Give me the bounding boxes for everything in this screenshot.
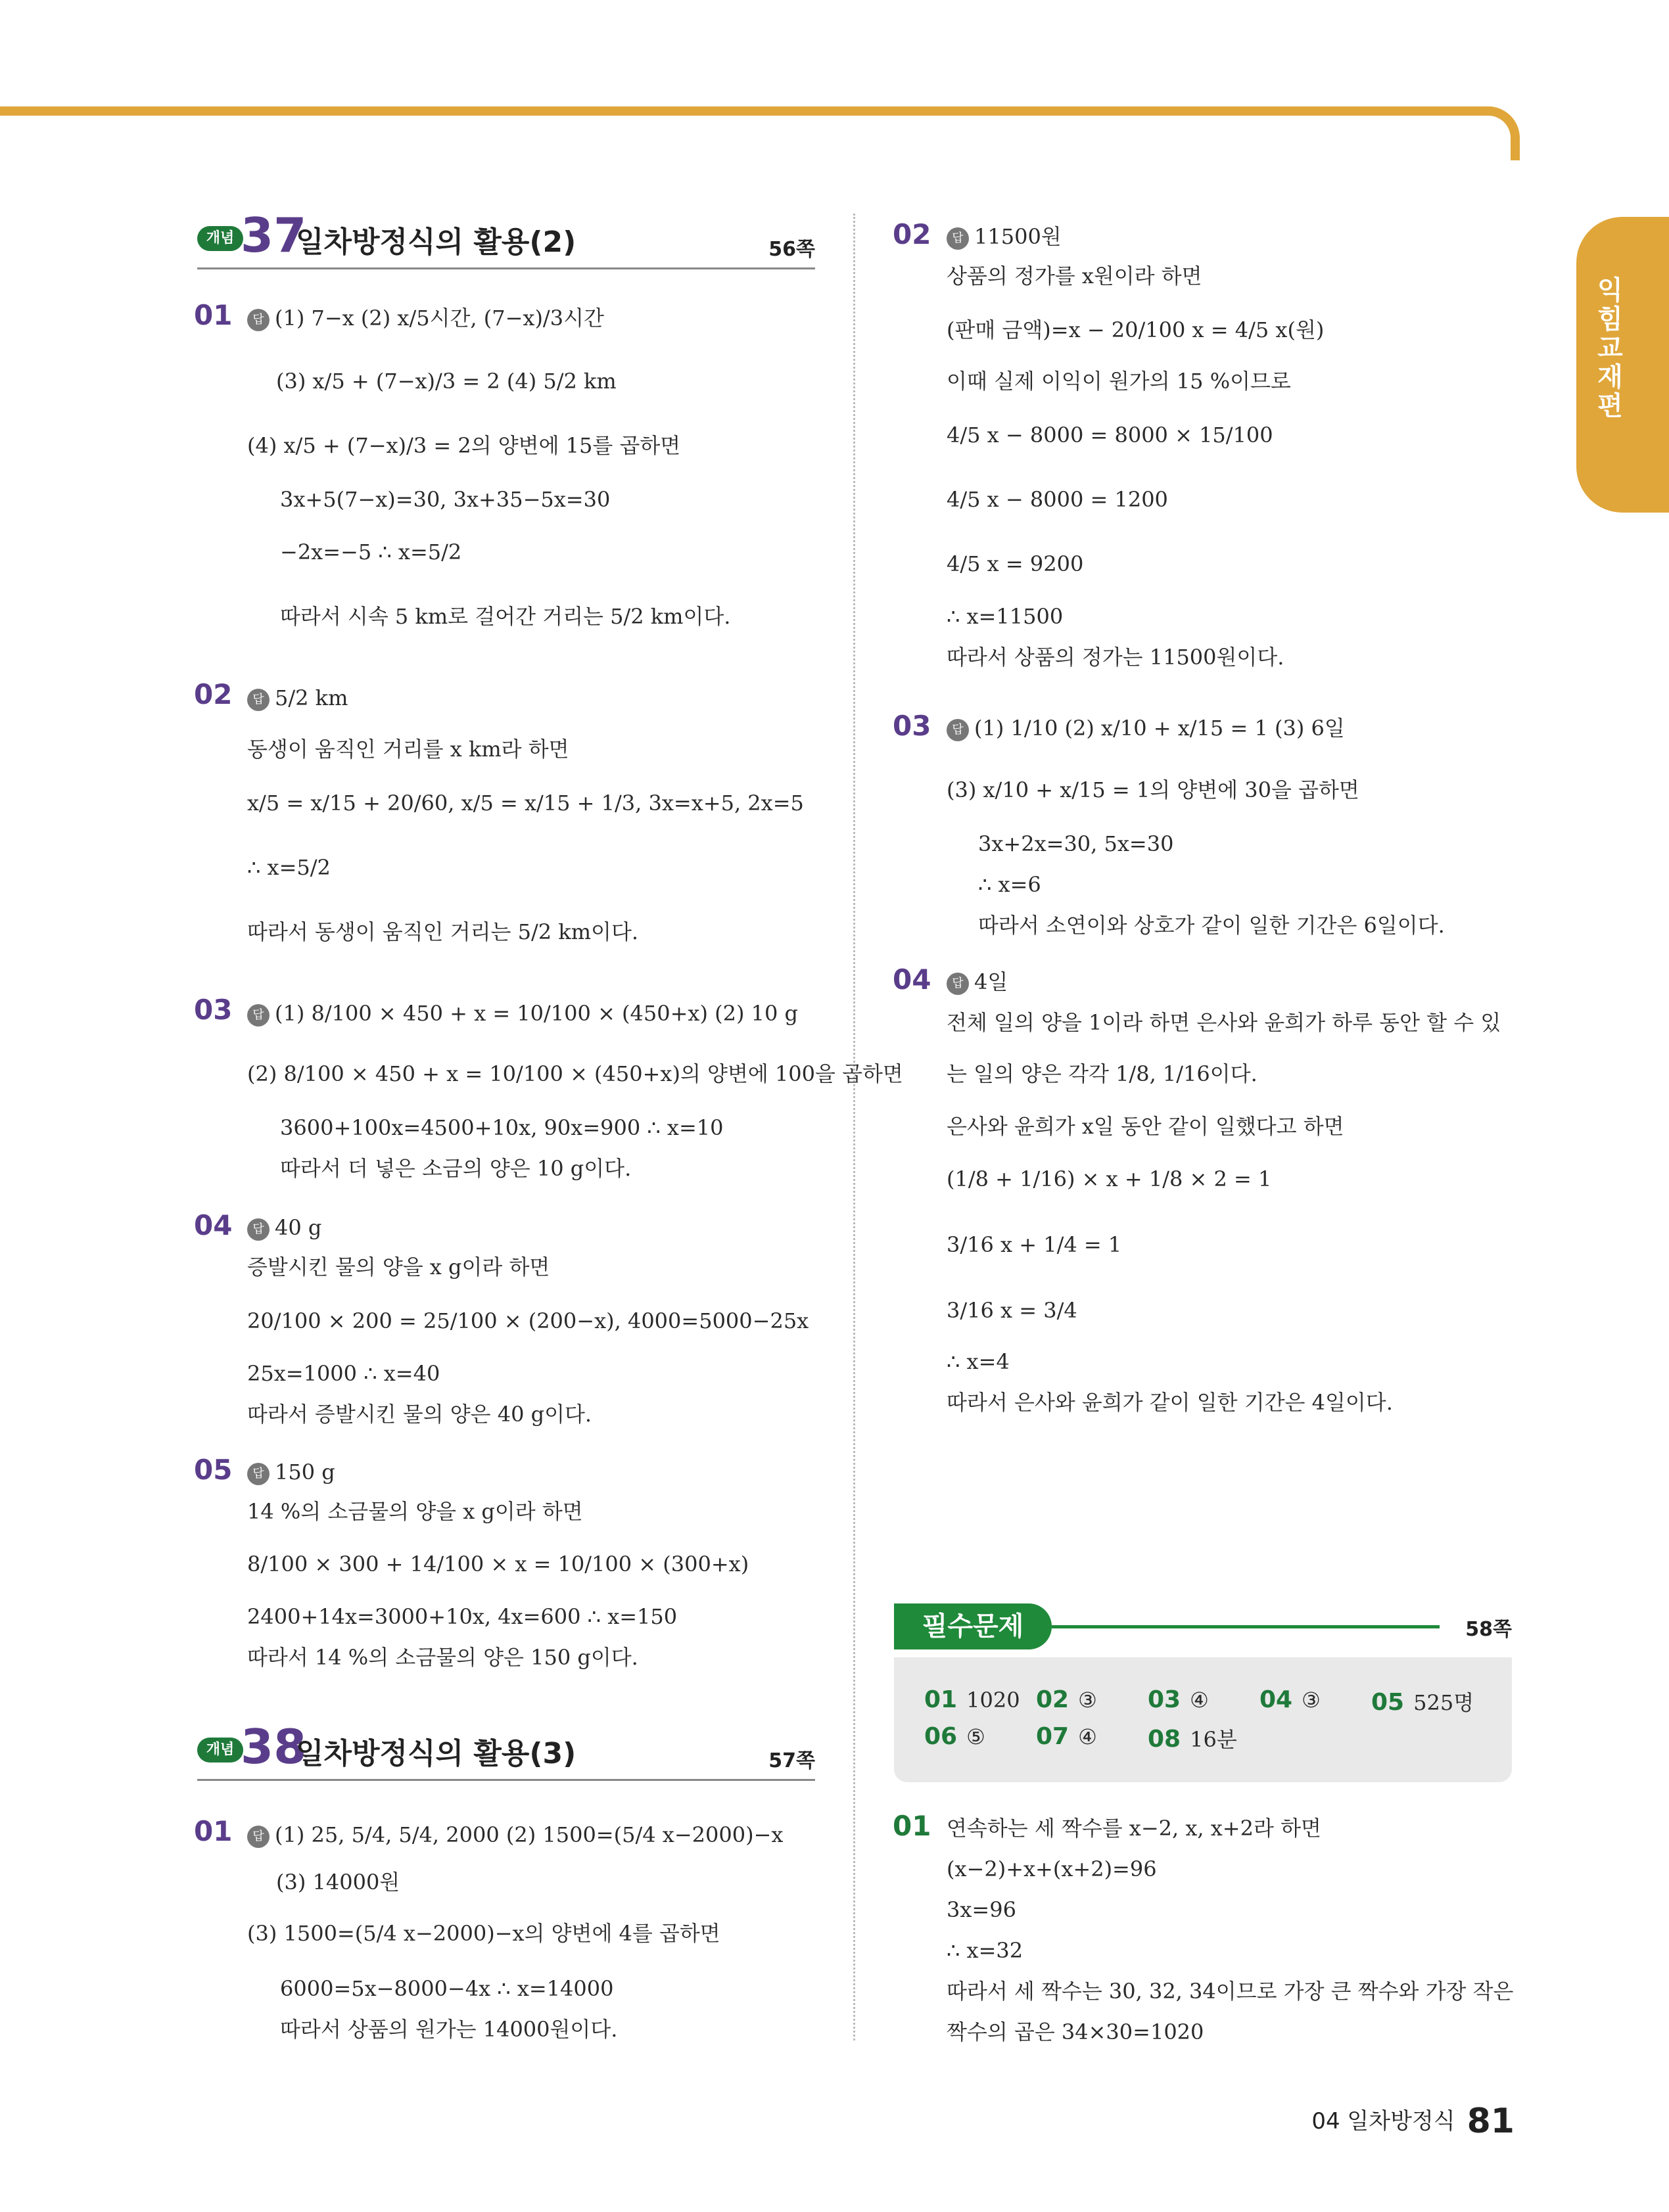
answer-mark: 답 [247,1218,270,1241]
answer-mark: 답 [247,1826,270,1848]
pilsu-answer: 03 ④ [1148,1686,1209,1713]
solution-line: 따라서 14 %의 소금물의 양은 150 g이다. [247,1645,638,1670]
answer-mark: 답 [947,227,969,250]
problem-number: 02 [194,678,233,710]
problem-number: 04 [194,1209,233,1241]
solution-line: (3) x/10 + x/15 = 1의 양변에 30을 곱하면 [947,777,1359,802]
solution-line: (4) x/5 + (7−x)/3 = 2의 양변에 15를 곱하면 [247,433,681,458]
solution-line: 따라서 상품의 정가는 11500원이다. [947,645,1284,670]
solution-line: 따라서 은사와 윤희가 같이 일한 기간은 4일이다. [947,1390,1393,1415]
section-title: 일차방정식의 활용(3) [296,1737,576,1770]
problem-number: 01 [194,1815,233,1847]
pilsu-answer: 05 525명 [1371,1689,1474,1716]
answer-mark: 답 [247,689,270,711]
answer-line: 답 150 g [247,1458,335,1486]
answer-line: 답 (1) 1/10 (2) x/10 + x/15 = 1 (3) 6일 [947,714,1345,743]
solution-line: 6000=5x−8000−4x ∴ x=14000 [280,1976,614,2001]
problem-number: 03 [893,710,931,742]
side-tab-label: 익힘교재편 [1593,276,1623,421]
pilsu-answer: 08 16분 [1148,1726,1237,1753]
answer-line: 답 11500원 [947,222,1062,251]
answer-mark: 답 [947,719,969,741]
solution-line: 2400+14x=3000+10x, 4x=600 ∴ x=150 [247,1604,678,1629]
answer-line: 답 40 g [247,1213,321,1242]
footer-chapter: 04 일차방정식 [1311,2108,1455,2134]
section-page-ref: 57쪽 [768,1749,815,1772]
problem-number: 03 [194,994,233,1026]
section-header-37 [197,210,815,269]
solution-line: 3x+5(7−x)=30, 3x+35−5x=30 [280,487,611,512]
problem-number: 05 [194,1454,233,1486]
pilsu-answer: 01 1020 [924,1686,1020,1713]
solution-line: 따라서 동생이 움직인 거리는 5/2 km이다. [247,919,639,944]
solution-line: 은사와 윤희가 x일 동안 같이 일했다고 하면 [947,1114,1344,1139]
solution-line: ∴ x=5/2 [247,855,331,880]
solution-line: ∴ x=6 [978,872,1041,897]
pilsu-title: 필수문제 [894,1603,1052,1649]
solution-line: 따라서 세 짝수는 30, 32, 34이므로 가장 큰 짝수와 가장 작은 [947,1979,1514,2004]
solution-line: (3) 1500=(5/4 x−2000)−x의 양변에 4를 곱하면 [247,1921,720,1946]
pilsu-answer: 04 ③ [1259,1686,1321,1713]
solution-line: (판매 금액)=x − 20/100 x = 4/5 x(원) [947,317,1325,342]
solution-line: 따라서 시속 5 km로 걸어간 거리는 5/2 km이다. [280,604,731,629]
page-number: 81 [1467,2102,1515,2141]
answer-mark: 답 [947,973,969,995]
solution-line: (3) 14000원 [276,1870,400,1895]
section-title: 일차방정식의 활용(2) [296,225,576,259]
section-number: 37 [241,208,307,263]
solution-line: 따라서 더 넣은 소금의 양은 10 g이다. [280,1156,632,1181]
answer-mark: 답 [247,309,270,331]
problem-number: 04 [893,963,931,996]
answer-line: 답 (1) 7−x (2) x/5시간, (7−x)/3시간 [247,304,604,333]
solution-line: 3/16 x = 3/4 [947,1298,1077,1323]
solution-line: (1/8 + 1/16) × x + 1/8 × 2 = 1 [947,1166,1272,1191]
solution-line: (2) 8/100 × 450 + x = 10/100 × (450+x)의 양변에 100을 곱하면 [247,1061,903,1086]
page-footer [1311,2102,1515,2141]
solution-line: −2x=−5 ∴ x=5/2 [280,540,462,565]
solution-line: 따라서 소연이와 상호가 같이 일한 기간은 6일이다. [978,913,1445,938]
answer-line: 답 (1) 8/100 × 450 + x = 10/100 × (450+x) (2) 10 g [247,999,798,1028]
problem-number: 01 [893,1810,931,1842]
solution-line: ∴ x=4 [947,1349,1010,1374]
solution-line: ∴ x=32 [947,1938,1023,1963]
solution-line: 동생이 움직인 거리를 x km라 하면 [247,737,569,762]
solution-line: 3x=96 [947,1897,1016,1922]
column-divider [853,214,855,2040]
solution-line: 3600+100x=4500+10x, 90x=900 ∴ x=10 [280,1115,724,1140]
solution-line: 따라서 상품의 원가는 14000원이다. [280,2017,618,2042]
solution-line: x/5 = x/15 + 20/60, x/5 = x/15 + 1/3, 3x=x+5, 2x=5 [247,791,804,816]
solution-line: 4/5 x = 9200 [947,551,1084,576]
problem-number: 01 [194,299,233,331]
pilsu-header [894,1603,1512,1649]
section-page-ref: 56쪽 [768,238,815,261]
solution-line: 14 %의 소금물의 양을 x g이라 하면 [247,1499,583,1524]
solution-line: 3x+2x=30, 5x=30 [978,831,1174,856]
solution-line: 따라서 증발시킨 물의 양은 40 g이다. [247,1402,592,1427]
pilsu-answer: 07 ④ [1036,1723,1097,1750]
solution-line: 상품의 정가를 x원이라 하면 [947,264,1202,288]
answer-mark: 답 [247,1004,270,1026]
solution-line: 연속하는 세 짝수를 x−2, x, x+2라 하면 [947,1816,1321,1841]
section-badge: 개념 [197,1738,243,1763]
pilsu-page-ref: 58쪽 [1465,1618,1512,1641]
solution-line: 20/100 × 200 = 25/100 × (200−x), 4000=5000−25x [247,1308,809,1333]
solution-line: 4/5 x − 8000 = 8000 × 15/100 [947,423,1273,448]
solution-line: 8/100 × 300 + 14/100 × x = 10/100 × (300+x) [247,1552,749,1577]
solution-line: ∴ x=11500 [947,604,1064,629]
solution-line: 는 일의 양은 각각 1/8, 1/16이다. [947,1061,1258,1086]
answer-line: 답 (1) 25, 5/4, 5/4, 2000 (2) 1500=(5/4 x−2000)−x [247,1820,783,1849]
problem-number: 02 [893,218,931,250]
pilsu-answer: 06 ⑤ [924,1723,985,1750]
solution-line: 짝수의 곱은 34×30=1020 [947,2019,1204,2044]
solution-line: 4/5 x − 8000 = 1200 [947,487,1168,512]
solution-line: 3/16 x + 1/4 = 1 [947,1232,1122,1257]
solution-line: (3) x/5 + (7−x)/3 = 2 (4) 5/2 km [276,369,617,394]
pilsu-answer: 02 ③ [1036,1686,1097,1713]
solution-line: (x−2)+x+(x+2)=96 [947,1856,1157,1881]
pilsu-answer-box [894,1657,1512,1782]
section-badge: 개념 [197,226,243,251]
solution-line: 증발시킨 물의 양을 x g이라 하면 [247,1255,550,1279]
top-decor-curve [1459,106,1520,160]
solution-line: 전체 일의 양을 1이라 하면 은사와 윤희가 하루 동안 할 수 있 [947,1010,1501,1035]
answer-mark: 답 [247,1463,270,1485]
pilsu-rule [1052,1625,1440,1628]
answer-line: 답 4일 [947,967,1008,996]
top-decor-bar [0,106,1492,116]
solution-line: 이때 실제 이익이 원가의 15 %이므로 [947,369,1291,394]
answer-line: 답 5/2 km [247,683,348,712]
solution-line: 25x=1000 ∴ x=40 [247,1361,440,1386]
section-header-38 [197,1719,815,1781]
section-number: 38 [241,1719,307,1774]
